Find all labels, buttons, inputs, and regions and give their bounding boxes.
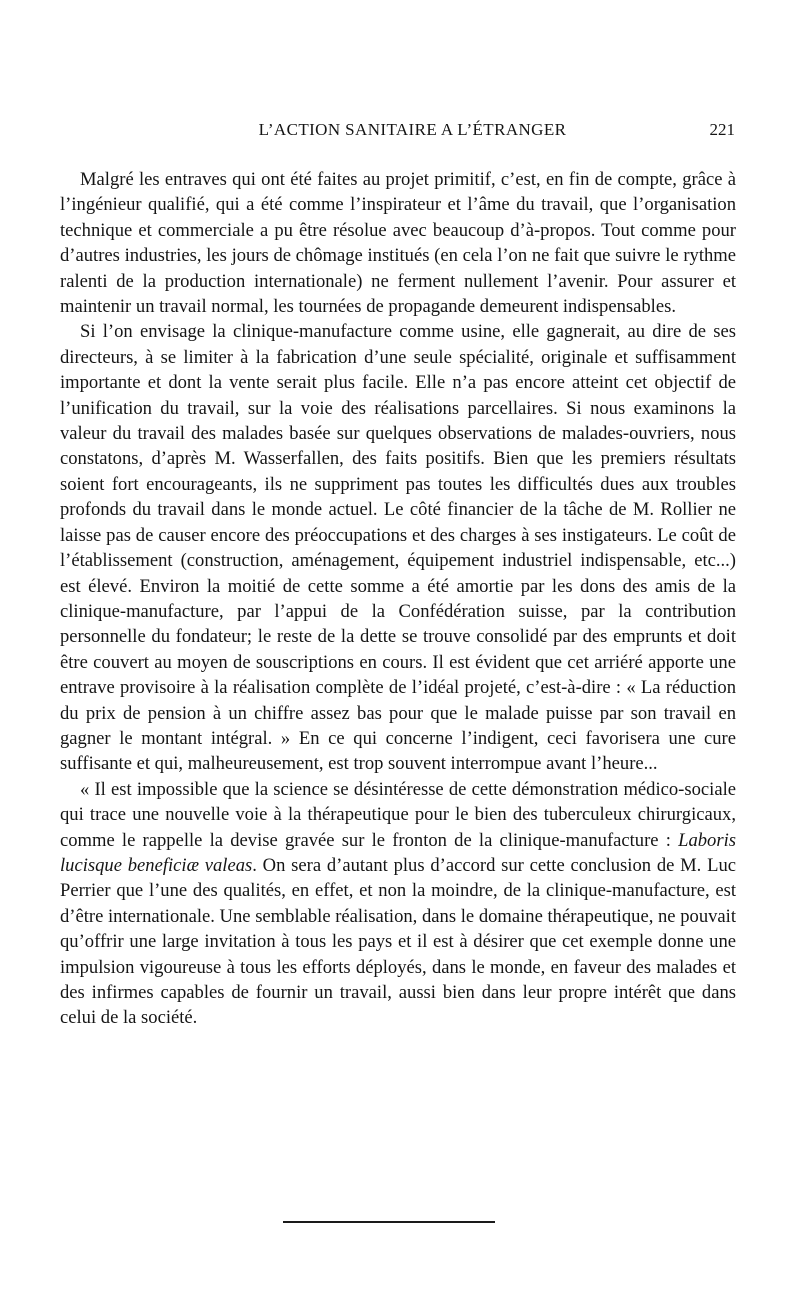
body-text <box>60 167 736 1031</box>
paragraph-3 <box>60 777 736 1031</box>
closing-rule <box>283 1221 495 1223</box>
paragraph-1: Malgré les entraves qui ont été faites au projet primitif, c’est, en fin de compte, grâce à l’ingénieur qualifié, qui a été comme l’inspirateur et l’âme du travail, que l’organisation technique et commerciale a pu être résolue avec beaucoup d’à-propos. Tout comme pour d’autres industries, les jours de chômage institués (en cela l’on ne fait que suivre le rythme ralenti de la production internationale) ne ferment nullement l’avenir. Pour assurer et maintenir un travail normal, les tournées de propagande demeurent indispensables. <box>60 169 736 318</box>
motto-italic: Laboris lucisque beneficiæ valeas <box>60 829 736 876</box>
paragraph-3-text-after: . On sera d’autant plus d’accord sur cette conclusion de M. Luc Perrier que l’une des qualités, en effet, et non la moindre, de la clinique-manufacture, est d’être internationale. Une semblable réalisation, dans le domaine thérapeutique, ne pouvait qu’offrir une large invitation à tous les pays et il est à désirer que cet exemple donne une impulsion vigoureuse à tous les efforts déployés, dans le monde, en faveur des malades et des infirmes capables de fournir un travail, aussi bien dans leur propre intérêt que dans celui de la société. <box>60 854 736 1029</box>
paragraph-3-text-before: « Il est impossible que la science se désintéresse de cette démonstration médico-sociale qui trace une nouvelle voie à la thérapeutique pour le bien des tuberculeux chirurgicaux, comme le rappelle la devise gravée sur le fronton de la clinique-manufacture : <box>60 778 736 851</box>
running-head <box>90 120 735 144</box>
page-number: 221 <box>709 120 735 139</box>
running-title: L’ACTION SANITAIRE A L’ÉTRANGER <box>258 120 567 139</box>
paragraph-2: Si l’on envisage la clinique-manufacture comme usine, elle gagnerait, au dire de ses directeurs, à se limiter à la fabrication d’une seule spécialité, originale et suffisamment importante et dont la vente serait plus facile. Elle n’a pas encore atteint cet objectif de l’unification du travail, sur la voie des réalisations parcellaires. Si nous examinons la valeur du travail des malades basée sur quelques observations de malades-ouvriers, nous constatons, d’après M. Wasserfallen, des faits positifs. Bien que les premiers résultats soient fort encourageants, ils ne suppriment pas toutes les difficultés dues aux troubles profonds du travail dans le monde actuel. Le côté financier de la tâche de M. Rollier ne laisse pas de causer encore des préoccupations et des charges à ses instigateurs. Le coût de l’établissement (construction, aménagement, équipement industriel indispensable, etc...) est élevé. Environ la moitié de cette somme a été amortie par les dons des amis de la clinique-manufacture, par l’appui de la Confédération suisse, par la contribution personnelle du fondateur; le reste de la dette se trouve consolidé par des emprunts et doit être couvert au moyen de souscriptions en cours. Il est évident que cet arriéré apporte une entrave provisoire à la réalisation complète de l’idéal projeté, c’est-à-dire : « La réduction du prix de pension à un chiffre assez bas pour que le malade puisse par son travail en gagner le montant intégral. » En ce qui concerne l’indigent, ceci favorisera une cure suffisante et qui, malheureusement, est trop souvent interrompue avant l’heure... <box>60 321 736 775</box>
